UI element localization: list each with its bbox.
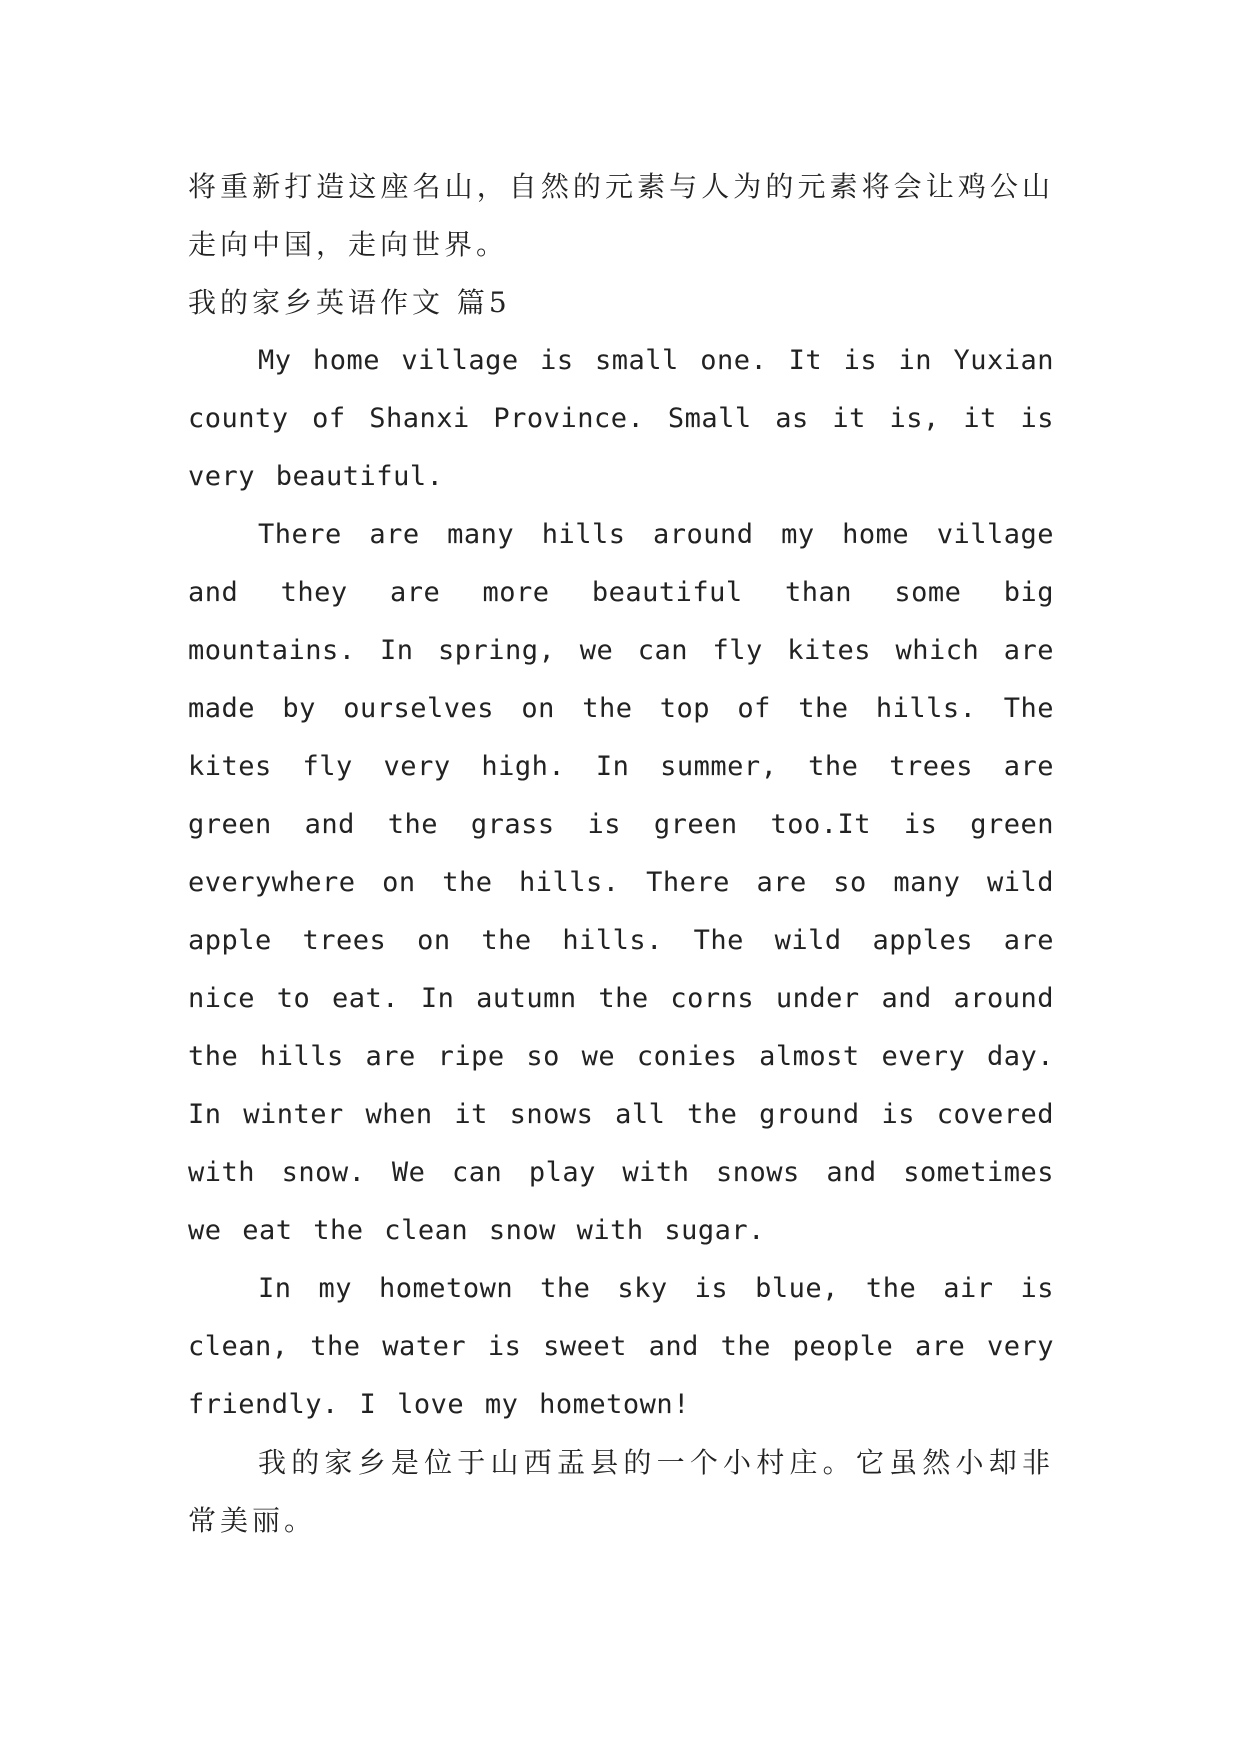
english-paragraph-3: In my hometown the sky is blue, the air is clean, the water is sweet and the people are very friendly. I love my hometown!	[188, 1273, 1054, 1420]
section-heading: 我的家乡英语作文 篇5	[188, 286, 511, 319]
document-body	[188, 158, 1054, 1550]
intro-paragraph: 将重新打造这座名山，自然的元素与人为的元素将会让鸡公山走向中国，走向世界。	[188, 170, 1054, 261]
chinese-paragraph: 我的家乡是位于山西盂县的一个小村庄。它虽然小却非常美丽。	[188, 1446, 1054, 1537]
english-paragraph-2: There are many hills around my home village and they are more beautiful than some big mountains. In spring, we can fly kites which are made by ourselves on the top of the hills. The kites fly very high. In summer, the trees are green and the grass is green too.It is green everywhere on the hills. There are so many wild apple trees on the hills. The wild apples are nice to eat. In autumn the corns under and around the hills are ripe so we conies almost every day. In winter when it snows all the ground is covered with snow. We can play with snows and sometimes we eat the clean snow with sugar.	[188, 519, 1054, 1246]
english-paragraph-1: My home village is small one. It is in Yuxian county of Shanxi Province. Small as it is, it is very beautiful.	[188, 345, 1054, 492]
